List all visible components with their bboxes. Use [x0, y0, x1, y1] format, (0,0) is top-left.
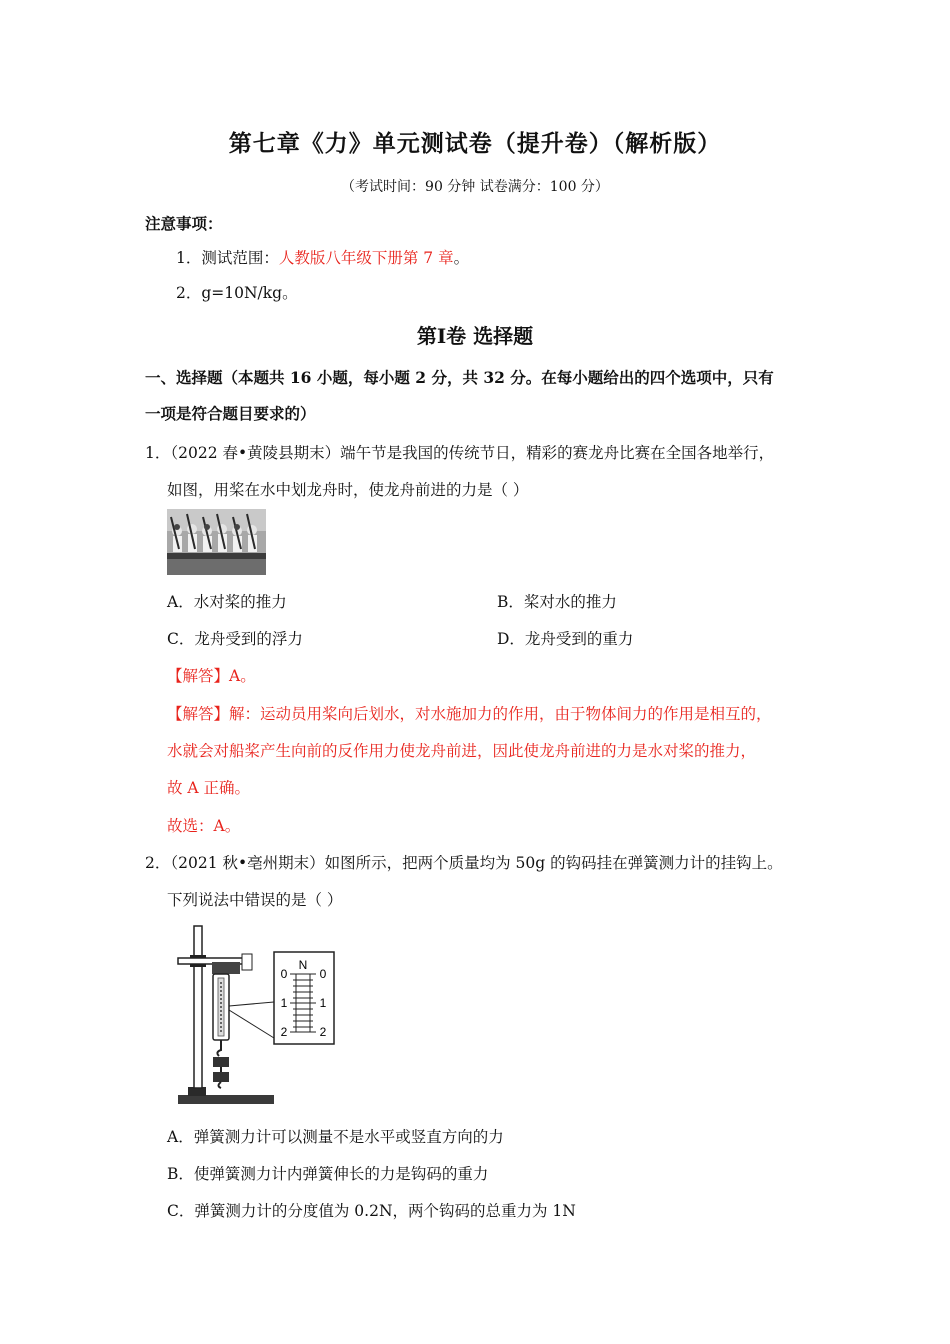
- q2-option-a: A．弹簧测力计可以测量不是水平或竖直方向的力: [167, 1128, 504, 1146]
- hook-weight-2: [213, 1072, 229, 1082]
- q1-option-d: D．龙舟受到的重力: [497, 630, 634, 648]
- q2-stem-line2: 下列说法中错误的是（ ）: [167, 891, 343, 909]
- page-title: 第七章《力》单元测试卷（提升卷）（解析版）: [228, 130, 722, 157]
- scale-left-0: 0: [280, 967, 288, 981]
- stand-base: [178, 1095, 274, 1104]
- section-title: 第Ⅰ卷 选择题: [416, 324, 534, 348]
- q1-answer: [167, 664, 256, 686]
- q1-explanation-line2: 水就会对船桨产生向前的反作用力使龙舟前进，因此使龙舟前进的力是水对桨的推力，: [167, 742, 757, 760]
- q1-final-choice: 故选：A。: [167, 817, 241, 835]
- q1-option-b: B．桨对水的推力: [497, 593, 617, 611]
- spring-scale-figure: [172, 922, 342, 1108]
- scale-left-2: 2: [280, 1025, 288, 1039]
- q1-option-c: C．龙舟受到的浮力: [167, 630, 303, 648]
- notes-item-1-scope: 人教版八年级下册第 7 章: [278, 249, 454, 267]
- dragon-boat-photo: [167, 509, 266, 575]
- scale-right-2: 2: [319, 1025, 327, 1039]
- q1-stem-line1: 1．（2022 春•黄陵县期末）端午节是我国的传统节日，精彩的赛龙舟比赛在全国各地举行，: [145, 444, 775, 462]
- notes-item-1-suffix: 。: [453, 249, 470, 267]
- notes-item-1: [176, 246, 469, 268]
- stand-pole: [194, 926, 202, 1088]
- hook-weight-1: [213, 1057, 229, 1067]
- section-intro-line1: 一、选择题（本题共 16 小题，每小题 2 分，共 32 分。在每小题给出的四个选项中，只有: [145, 368, 774, 387]
- dragon-boat-image: [167, 509, 266, 575]
- scale-right-0: 0: [319, 967, 327, 981]
- exam-info: （考试时间：90 分钟 试卷满分：100 分）: [341, 179, 609, 195]
- notes-item-1-prefix: 1．测试范围：: [176, 249, 279, 267]
- q1-answer-value: A。: [229, 667, 256, 685]
- q2-option-b: B．使弹簧测力计内弹簧伸长的力是钩码的重力: [167, 1165, 489, 1183]
- q1-option-a: A．水对桨的推力: [167, 593, 287, 611]
- q1-answer-tag: 【解答】: [167, 667, 230, 685]
- notes-item-2: 2．g=10N/kg。: [176, 284, 298, 302]
- q1-stem-line2: 如图，用桨在水中划龙舟时，使龙舟前进的力是（ ）: [167, 481, 529, 499]
- notes-heading: 注意事项：: [145, 214, 223, 233]
- q1-explanation-text: 解：运动员用桨向后划水，对水施加力的作用，由于物体间力的作用是相互的，: [229, 705, 772, 723]
- q2-option-c: C．弹簧测力计的分度值为 0.2N，两个钩码的总重力为 1N: [167, 1202, 576, 1220]
- q1-explanation-line3: 故 A 正确。: [167, 779, 251, 797]
- scale-right-1: 1: [319, 996, 327, 1010]
- scale-unit-label: N: [298, 958, 308, 972]
- section-intro-line2: 一项是符合题目要求的）: [145, 404, 316, 423]
- scale-left-1: 1: [280, 996, 288, 1010]
- q1-explanation-line1: [167, 702, 772, 724]
- q1-explanation-tag: 【解答】: [167, 705, 230, 723]
- q2-stem-line1: 2．（2021 秋•亳州期末）如图所示，把两个质量均为 50g 的钩码挂在弹簧测力计的挂钩上。: [145, 854, 783, 872]
